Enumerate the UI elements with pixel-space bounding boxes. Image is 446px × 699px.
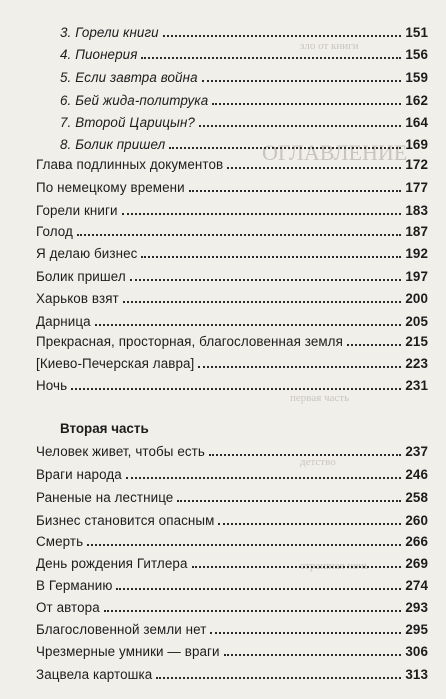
dot-leader [87,544,401,546]
dot-leader [169,147,401,149]
toc-entry-title: Болик пришел [36,269,126,284]
toc-entry-page-number: 205 [405,314,428,329]
toc-entry [36,355,428,373]
toc-entry-title: Голод [36,224,73,239]
dot-leader [199,125,401,127]
dot-leader [347,344,401,346]
toc-entry-page-number: 260 [405,513,428,528]
toc-entry [36,333,428,351]
dot-leader [212,103,401,105]
dot-leader [141,256,401,258]
toc-entry-page-number: 197 [405,269,428,284]
toc-entry [36,290,428,308]
dot-leader [71,388,401,390]
toc-entry [36,489,428,507]
dot-leader [116,588,401,590]
dot-leader [202,80,402,82]
toc-entry-title: Бизнес становится опасным [36,513,215,528]
toc-entry-title: Раненые на лестнице [36,490,174,505]
toc-entry-page-number: 313 [405,667,428,682]
dot-leader [130,279,402,281]
dot-leader [227,167,401,169]
toc-entry-page-number: 231 [405,378,428,393]
toc-entry [60,69,428,87]
toc-entry [60,46,428,64]
dot-leader [177,500,401,502]
toc-entry-title: 3. Горели книги [60,25,159,40]
dot-leader [141,57,401,59]
toc-entry-page-number: 295 [405,622,428,637]
toc-entry [36,443,428,461]
toc-entry [36,466,428,484]
toc-entry-title: Харьков взят [36,291,119,306]
toc-entry-page-number: 187 [405,224,428,239]
toc-entry [36,223,428,241]
dot-leader [218,523,401,525]
toc-entry [36,555,428,573]
toc-entry [36,202,428,220]
toc-entry-page-number: 274 [405,578,428,593]
toc-entry-title: От автора [36,600,100,615]
toc-entry [36,577,428,595]
toc-entry-title: Зацвела картошка [36,667,153,682]
toc-entry-page-number: 215 [405,334,428,349]
toc-entry-page-number: 162 [405,93,428,108]
dot-leader [77,234,401,236]
toc-entry [36,621,428,639]
toc-entry-page-number: 306 [405,644,428,659]
toc-entry [36,268,428,286]
dot-leader [156,677,401,679]
toc-entry [60,114,428,132]
toc-entry-page-number: 177 [405,180,428,195]
toc-entry-title: Ночь [36,378,68,393]
toc-entry-page-number: 266 [405,534,428,549]
toc-entry [36,643,428,661]
dot-leader [122,213,402,215]
toc-entry-title: В Германию [36,578,113,593]
toc-entry-title: [Киево-Печерская лавра] [36,356,195,371]
toc-entry-page-number: 183 [405,203,428,218]
toc-entry-page-number: 156 [405,47,428,62]
toc-entry [60,136,428,154]
toc-entry-title: Человек живет, чтобы есть [36,444,205,459]
dot-leader [104,610,402,612]
toc-entry [36,512,428,530]
toc-entry-page-number: 159 [405,70,428,85]
toc-entry-page-number: 269 [405,556,428,571]
toc-entry-page-number: 151 [405,25,428,40]
part-two-heading: Вторая часть [60,421,149,436]
toc-entry-title: День рождения Гитлера [36,556,188,571]
dot-leader [189,190,402,192]
toc-entry [60,92,428,110]
dot-leader [224,654,402,656]
dot-leader [126,477,402,479]
toc-entry-title: Враги народа [36,467,122,482]
toc-entry-title: Я делаю бизнес [36,246,138,261]
dot-leader [123,301,402,303]
toc-entry [36,156,428,174]
toc-entry-page-number: 169 [405,137,428,152]
toc-entry-page-number: 223 [405,356,428,371]
toc-entry-title: Прекрасная, просторная, благословенная земля [36,334,343,349]
toc-entry-page-number: 192 [405,246,428,261]
toc-entry-page-number: 258 [405,490,428,505]
toc-entry-page-number: 200 [405,291,428,306]
toc-entry [36,245,428,263]
toc-entry-title: Благословенной земли нет [36,622,207,637]
dot-leader [95,324,402,326]
toc-entry [36,533,428,551]
dot-leader [192,566,402,568]
toc-entry-title: По немецкому времени [36,180,185,195]
toc-entry-title: 4. Пионерия [60,47,138,62]
toc-entry-page-number: 246 [405,467,428,482]
toc-entry [36,179,428,197]
dot-leader [163,35,402,37]
toc-entry [36,599,428,617]
toc-entry-page-number: 293 [405,600,428,615]
toc-entry-page-number: 164 [405,115,428,130]
toc-entry-title: Горели книги [36,203,118,218]
toc-entry-title: Глава подлинных документов [36,157,224,172]
toc-entry-title: 6. Бей жида-политрука [60,93,209,108]
toc-entry-page-number: 172 [405,157,428,172]
toc-entry-title: 5. Если завтра война [60,70,198,85]
toc-entry-title: Чрезмерные умники — враги [36,644,220,659]
dot-leader [210,632,401,634]
toc-entry-page-number: 237 [405,444,428,459]
toc-entry-title: 7. Второй Царицын? [60,115,195,130]
toc-entry [60,24,428,42]
dot-leader [198,366,401,368]
toc-entry [36,313,428,331]
toc-entry-title: Дарница [36,314,91,329]
toc-entry-title: Смерть [36,534,84,549]
dot-leader [209,454,401,456]
toc-entry [36,666,428,684]
toc-entry [36,377,428,395]
toc-entry-title: 8. Болик пришел [60,137,166,152]
